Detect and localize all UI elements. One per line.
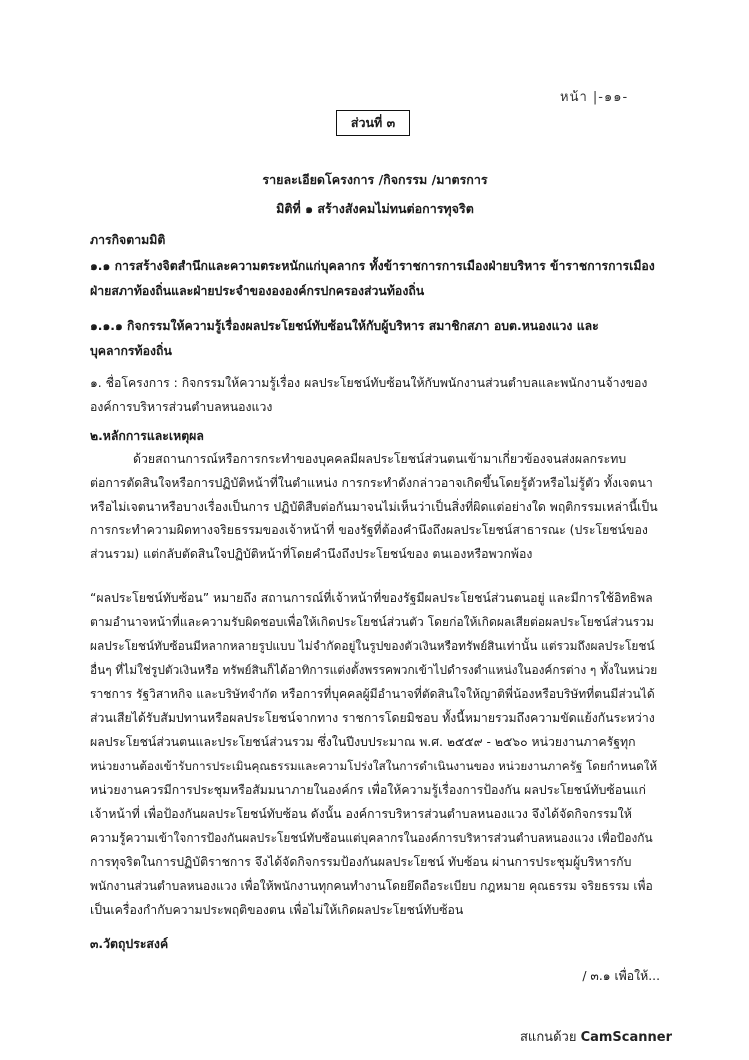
paragraph-line: อื่นๆ ที่ไม่ใช่รูปตัวเงินหรือ ทรัพย์สินก็ได้อาทิการแต่งตั้งพรรคพวกเข้าไปดำรงตำแหน่งในองค์กรต่าง ๆ ทั้งในหน่วย [90,663,658,677]
rationale-heading: ๒.หลักการและเหตุผล [90,429,204,443]
paragraph-line: หรือไม่เจตนาหรือบางเรื่องเป็นการ ปฏิบัติสืบต่อกันมาจนไม่เห็นว่าเป็นสิ่งที่ผิดแต่อย่างใด พฤติกรรมเหล่านี้เป็น [90,500,658,514]
paragraph-line: พนักงานส่วนตำบลหนองแวง เพื่อให้พนักงานทุกคนทำงานโดยยึดถือระเบียบ กฎหมาย คุณธรรม จริยธรรม เพื่อ [90,879,653,893]
item-1-1-line: ฝ่ายสภาท้องถิ่นและฝ่ายประจำของององค์กรปกครองส่วนท้องถิ่น [90,284,425,298]
item-1-1-1-line: ๑.๑.๑ กิจกรรมให้ความรู้เรื่องผลประโยชน์ทับซ้อนให้กับผู้บริหาร สมาชิกสภา อบต.หนองแวง และ [90,319,599,333]
project-name-line: องค์การบริหารส่วนตำบลหนองแวง [90,400,273,414]
continuation-note: / ๓.๑ เพื่อให้... [582,969,660,983]
mission-heading: ภารกิจตามมิติ [90,233,166,247]
item-1-1-line: ๑.๑ การสร้างจิตสำนึกและความตระหนักแก่บุคลากร ทั้งข้าราชการการเมืองฝ่ายบริหาร ข้าราชการการเมือง [90,259,655,273]
paragraph-line: ส่วนเสียได้รับสัมปทานหรือผลประโยชน์จากทาง ราชการโดยมิชอบ ทั้งนี้หมายรวมถึงความขัดแย้งกันระหว่าง [90,711,655,725]
paragraph-line: ผลประโยชน์ทับซ้อนมีหลากหลายรูปแบบ ไม่จำกัดอยู่ในรูปของตัวเงินหรือทรัพย์สินเท่านั้น แต่รวมถึงผลประโยชน์ [90,639,655,653]
paragraph-line: หน่วยงานต้องเข้ารับการประเมินคุณธรรมและความโปร่งใสในการดำเนินงานของ หน่วยงานภาครัฐ โดยกำหนดให้ [90,759,658,773]
paragraph-line: ความรู้ความเข้าใจการป้องกันผลประโยชน์ทับซ้อนแต่บุคลากรในองค์การบริหารส่วนตำบลหนองแวง เพื่อป้องกัน [90,831,653,845]
paragraph-line: เจ้าหน้าที่ เพื่อป้องกันผลประโยชน์ทับซ้อน ดังนั้น องค์การบริหารส่วนตำบลหนองแวง จึงได้จัดกิจกรรมให้ [90,807,632,821]
scanner-watermark [520,1026,720,1047]
objective-heading: ๓.วัตถุประสงค์ [90,937,169,951]
page-number: หน้า |-๑๑- [560,90,629,105]
paragraph-line: เป็นเครื่องกำกับความประพฤติของตน เพื่อไม่ให้เกิดผลประโยชน์ทับซ้อน [90,903,464,917]
paragraph-line: ราชการ รัฐวิสาหกิจ และบริษัทจำกัด หรือการที่บุคคลผู้มีอำนาจที่ตัดสินใจให้ญาติพี่น้องหรือบริษัทที่ตนมีส่วนได้ [90,687,655,701]
watermark-app: CamScanner [580,1030,673,1045]
paragraph-line: ผลประโยชน์ส่วนตนและประโยชน์ส่วนรวม ซึ่งในปีงบประมาณ พ.ศ. ๒๕๕๙ - ๒๕๖๐ หน่วยงานภาครัฐทุก [90,735,636,749]
paragraph-line: “ผลประโยชน์ทับซ้อน” หมายถึง สถานการณ์ที่เจ้าหน้าที่ของรัฐมีผลประโยชน์ส่วนตนอยู่ และมีการใช้อิทธิพล [90,591,653,605]
paragraph-line: การทุจริตในการปฏิบัติราชการ จึงได้จัดกิจกรรมป้องกันผลประโยชน์ ทับซ้อน ผ่านการประชุมผู้บริหารกับ [90,855,632,869]
paragraph-line: ด้วยสถานการณ์หรือการกระทำของบุคคลมีผลประโยชน์ส่วนตนเข้ามาเกี่ยวข้องจนส่งผลกระทบ [133,452,627,466]
paragraph-line: ต่อการตัดสินใจหรือการปฏิบัติหน้าที่ในตำแหน่ง การกระทำดังกล่าวอาจเกิดขึ้นโดยรู้ตัวหรือไม่รู้ตัว ทั้งเจตนา [90,476,653,490]
dimension-title: มิติที่ ๑ สร้างสังคมไม่ทนต่อการทุจริต [276,201,474,216]
document-title: รายละเอียดโครงการ /กิจกรรม /มาตรการ [262,172,488,187]
paragraph-line: หน่วยงานควรมีการประชุมหรือสัมมนาภายในองค์กร เพื่อให้ความรู้เรื่องการป้องกัน ผลประโยชน์ทับซ้อนแก่ [90,783,646,797]
project-name-line: ๑. ชื่อโครงการ : กิจกรรมให้ความรู้เรื่อง ผลประโยชน์ทับซ้อนให้กับพนักงานส่วนตำบลและพนักงานจ้างของ [90,376,648,390]
watermark-prefix: สแกนด้วย [520,1030,577,1045]
paragraph-line: การกระทำความผิดทางจริยธรรมของเจ้าหน้าที่ ของรัฐที่ต้องคำนึงถึงผลประโยชน์สาธารณะ (ประโยชน์ของ [90,523,648,537]
paragraph-line: ส่วนรวม) แต่กลับตัดสินใจปฏิบัติหน้าที่โดยคำนึงถึงประโยชน์ของ ตนเองหรือพวกพ้อง [90,547,533,561]
section-label: ส่วนที่ ๓ [336,110,410,136]
paragraph-line: ตามอำนาจหน้าที่และความรับผิดชอบเพื่อให้เกิดประโยชน์ส่วนตัว โดยก่อให้เกิดผลเสียต่อผลประโยชน์ส่วนรวม [90,615,654,629]
item-1-1-1-line: บุคลากรท้องถิ่น [90,344,172,358]
